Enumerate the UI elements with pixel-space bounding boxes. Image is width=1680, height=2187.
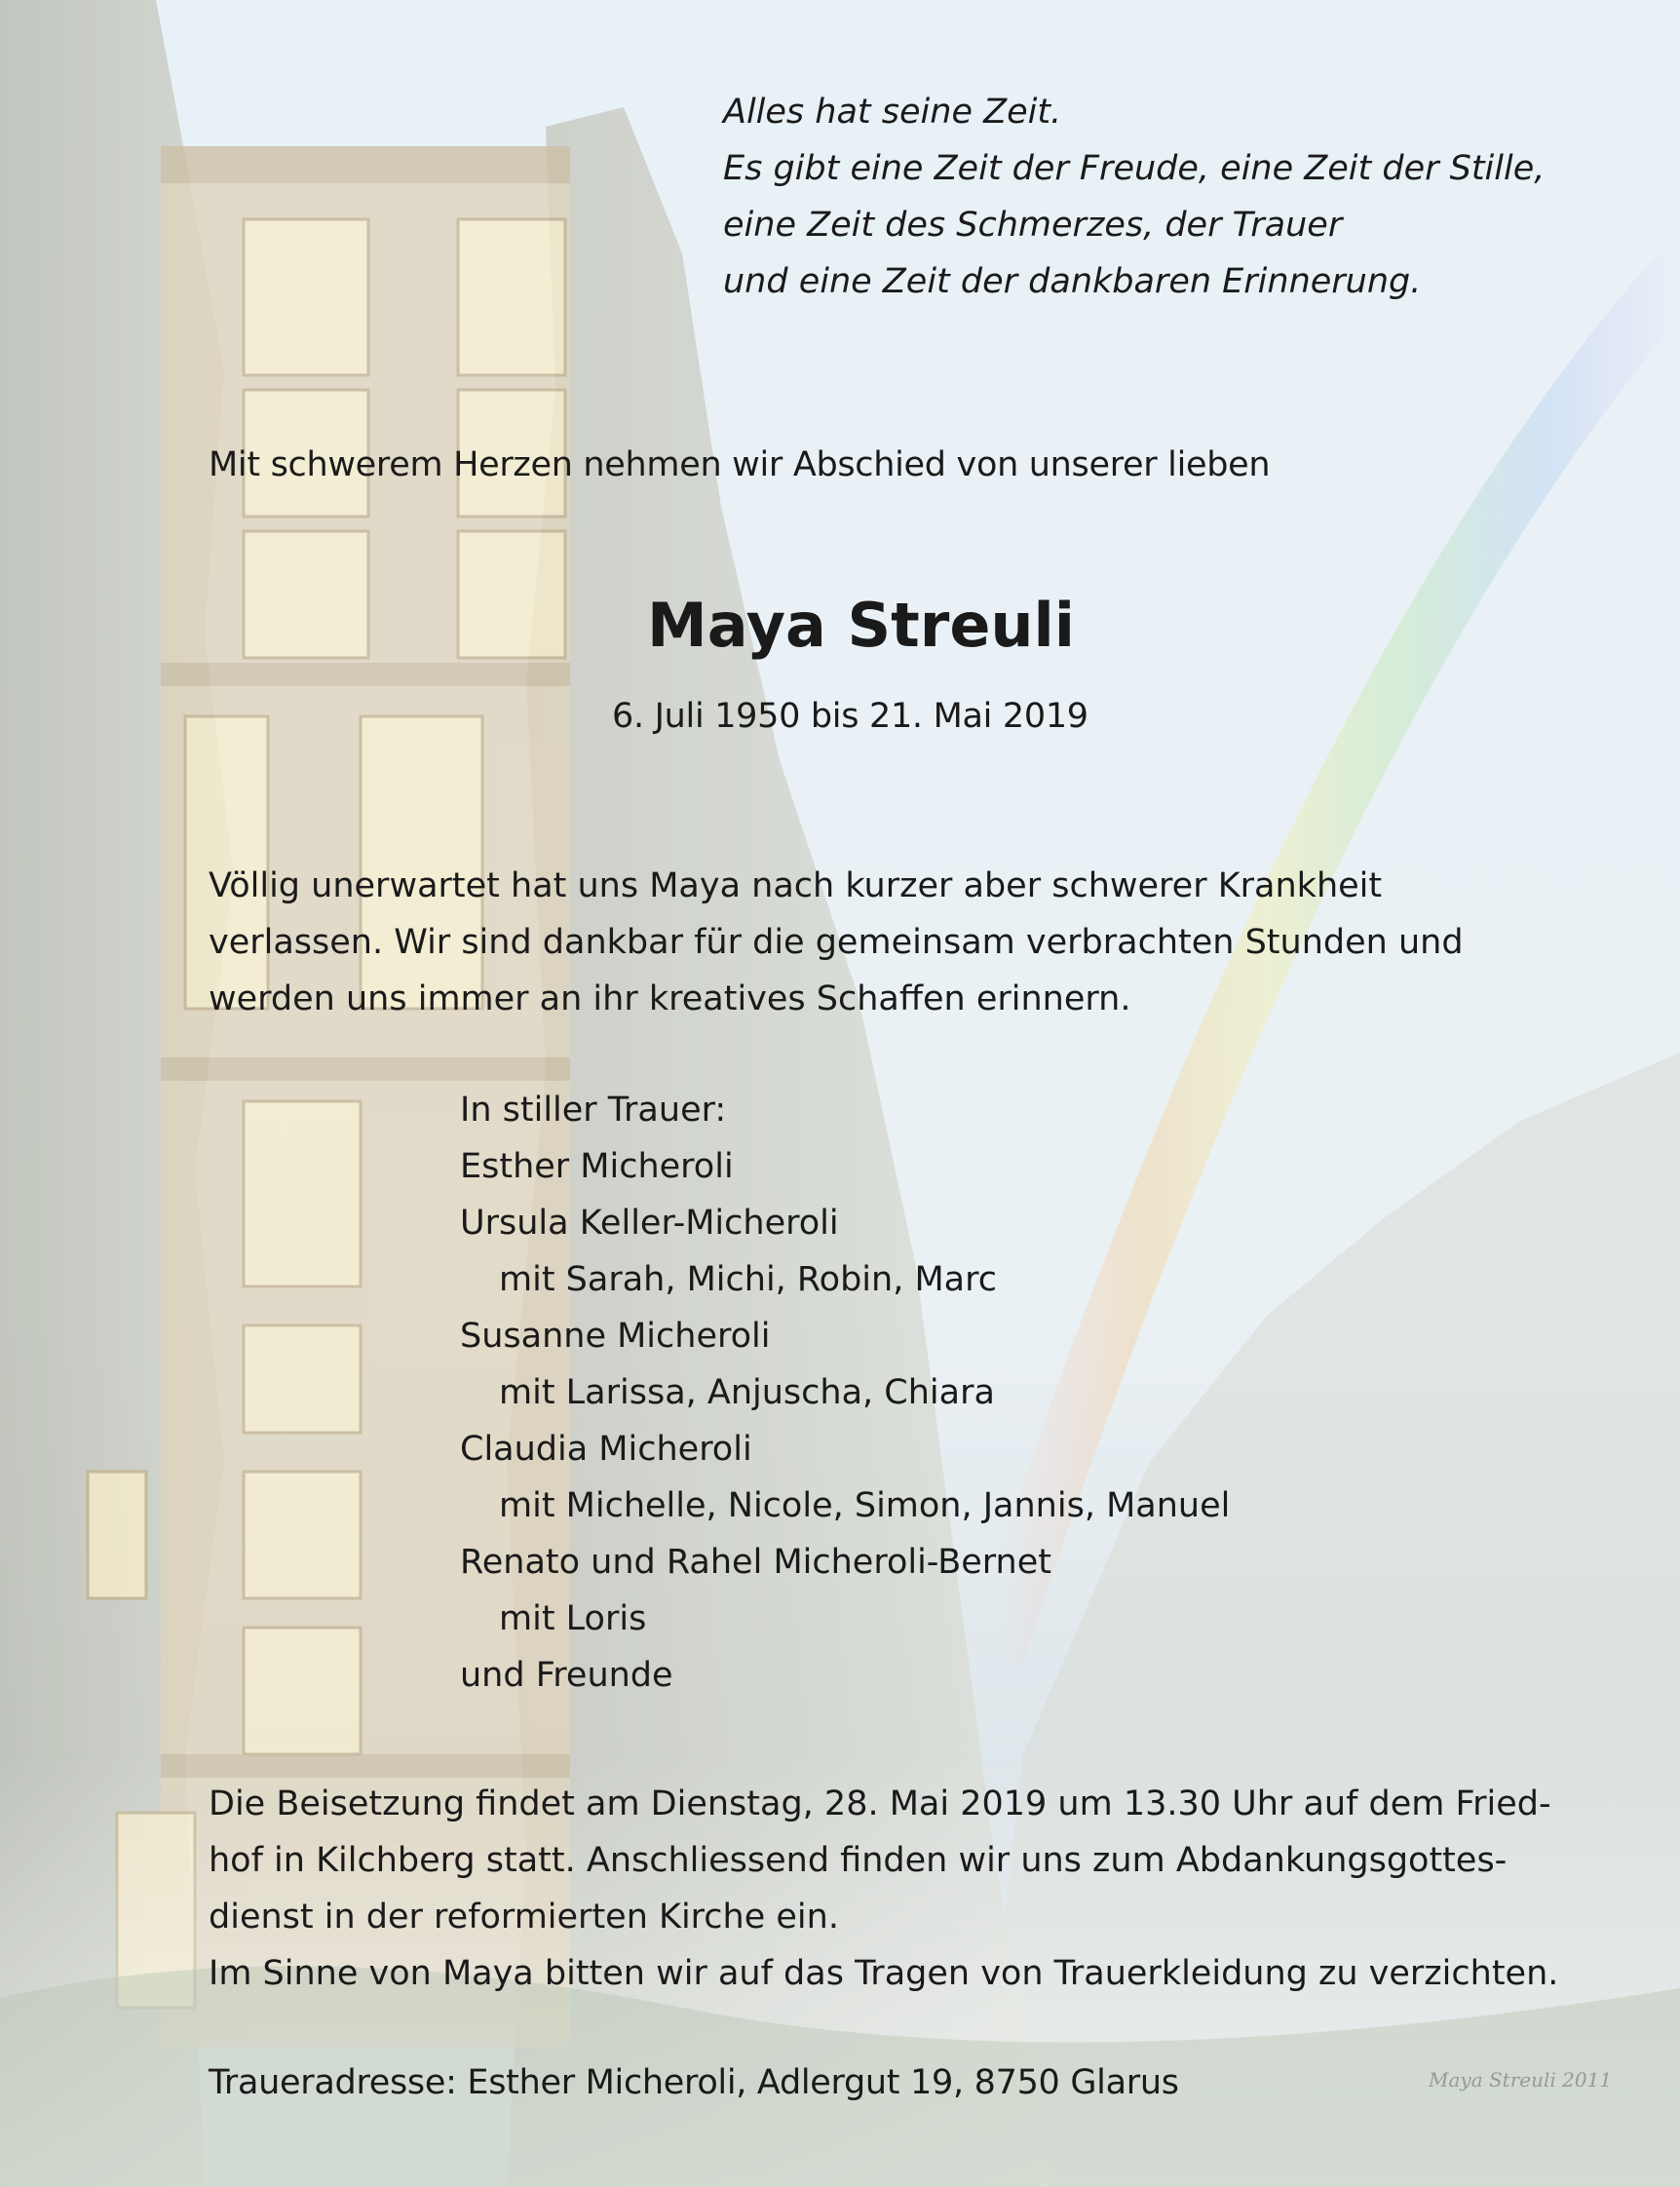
mourners-heading: In stiller Trauer: — [460, 1091, 727, 1130]
message-line: Völlig unerwartet hat uns Maya nach kurzer aber schwerer Krankheit — [209, 866, 1383, 905]
mourner-name: Esther Micheroli — [460, 1147, 734, 1186]
mourner-name: Ursula Keller-Micheroli — [460, 1204, 839, 1243]
artist-signature: Maya Streuli 2011 — [1429, 2068, 1613, 2091]
funeral-line: dienst in der reformierten Kirche ein. — [209, 1898, 839, 1937]
motto-line: Es gibt eine Zeit der Freude, eine Zeit der Stille, — [723, 149, 1546, 188]
deceased-name: Maya Streuli — [647, 590, 1076, 661]
motto-verse — [723, 84, 1545, 310]
motto-line: und eine Zeit der dankbaren Erinnerung. — [723, 262, 1422, 301]
mourner-name: Claudia Micheroli — [460, 1430, 752, 1469]
mourner-name: Susanne Micheroli — [460, 1317, 771, 1356]
funeral-paragraph — [209, 1776, 1558, 2002]
mourner-children: mit Sarah, Michi, Robin, Marc — [499, 1260, 997, 1299]
mourner-children: mit Michelle, Nicole, Simon, Jannis, Manuel — [499, 1486, 1231, 1525]
funeral-line: hof in Kilchberg statt. Anschliessend finden wir uns zum Abdankungsgottes- — [209, 1841, 1508, 1880]
message-line: werden uns immer an ihr kreatives Schaffen erinnern. — [209, 979, 1131, 1018]
mourner-children: mit Loris — [499, 1599, 647, 1638]
message-paragraph — [209, 858, 1464, 1027]
motto-line: eine Zeit des Schmerzes, der Trauer — [723, 206, 1343, 245]
mourner-name: und Freunde — [460, 1656, 673, 1695]
life-dates: 6. Juli 1950 bis 21. Mai 2019 — [612, 697, 1088, 736]
funeral-line: Im Sinne von Maya bitten wir auf das Tragen von Trauerkleidung zu verzichten. — [209, 1954, 1559, 1993]
mourners-list — [460, 1082, 1230, 1704]
mourning-address: Traueradresse: Esther Micheroli, Adlergut 19, 8750 Glarus — [209, 2063, 1179, 2102]
message-line: verlassen. Wir sind dankbar für die gemeinsam verbrachten Stunden und — [209, 923, 1464, 962]
motto-line: Alles hat seine Zeit. — [723, 93, 1062, 132]
intro-text: Mit schwerem Herzen nehmen wir Abschied von unserer lieben — [209, 445, 1271, 484]
mourner-children: mit Larissa, Anjuscha, Chiara — [499, 1373, 995, 1412]
mourner-name: Renato und Rahel Micheroli-Bernet — [460, 1543, 1051, 1582]
funeral-line: Die Beisetzung findet am Dienstag, 28. Mai 2019 um 13.30 Uhr auf dem Fried- — [209, 1784, 1551, 1823]
